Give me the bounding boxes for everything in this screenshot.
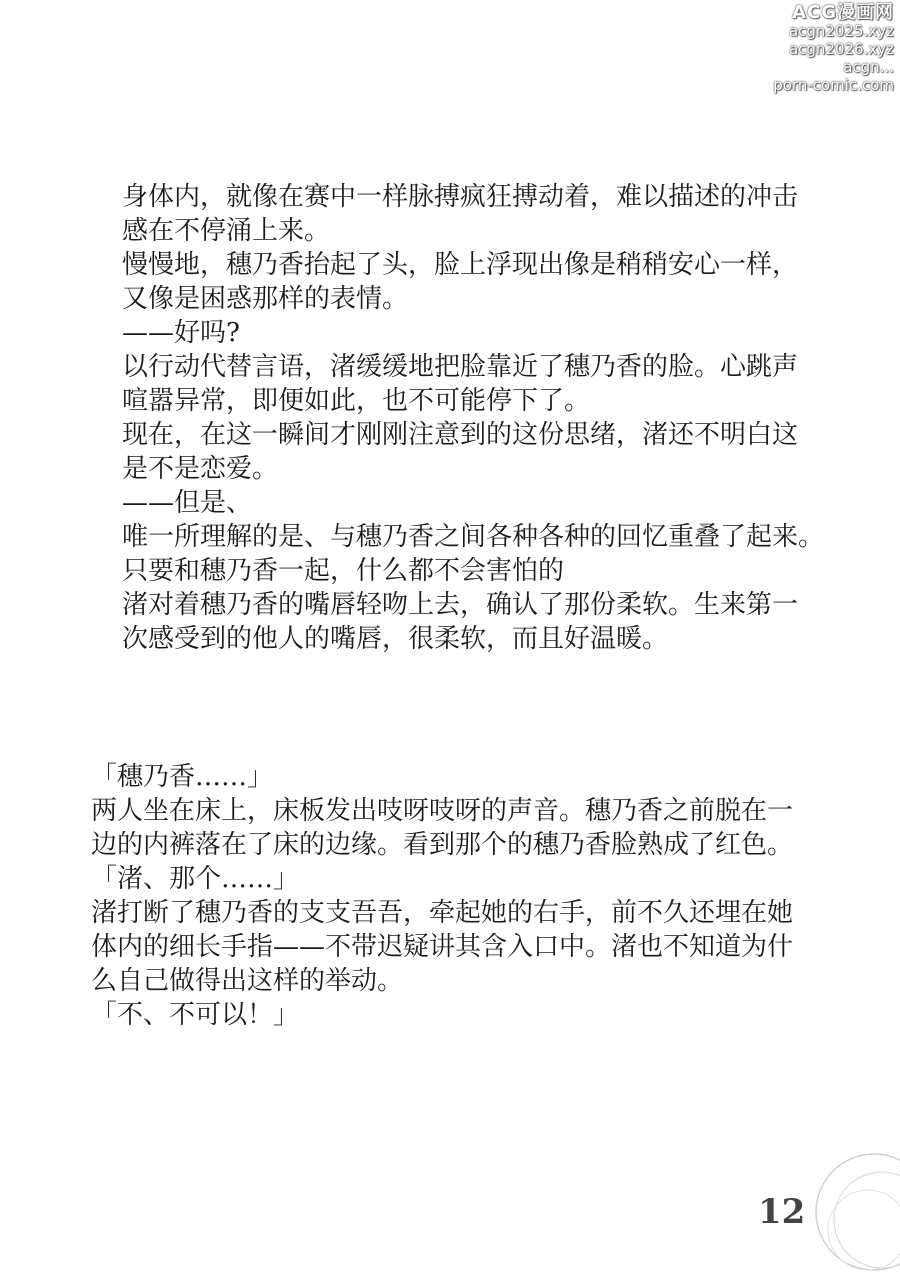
- watermark: [754, 4, 894, 94]
- paragraph: 慢慢地，穗乃香抬起了头，脸上浮现出像是稍稍安心一样， 又像是困惑那样的表情。: [122, 250, 799, 314]
- paragraph: 唯一所理解的是、与穗乃香之间各种各种的回忆重叠了起来。: [122, 522, 825, 552]
- dialogue-line: 「穗乃香……」: [91, 762, 274, 792]
- watermark-line: acgn2026.xyz: [788, 40, 894, 58]
- paragraph: ——但是、: [122, 488, 253, 518]
- page-corner-decoration: [812, 1150, 900, 1277]
- paragraph: 以行动代替言语，渚缓缓地把脸靠近了穗乃香的脸。心跳声 喧嚣异常，即便如此，也不可能停下了。: [122, 352, 799, 416]
- watermark-title: ACG漫画网: [792, 2, 894, 23]
- paragraph: 渚打断了穗乃香的支支吾吾，牵起她的右手，前不久还埋在她 体内的细长手指——不带迟疑讲其含入口中。渚也不知道为什 么自己做得出这样的举动。: [91, 898, 794, 996]
- paragraph: ——好吗?: [122, 318, 240, 348]
- text-section-2: [91, 760, 831, 1032]
- paragraph: 两人坐在床上，床板发出吱呀吱呀的声音。穗乃香之前脱在一 边的内裤落在了床的边缘。看到那个的穗乃香脸熟成了红色。: [91, 796, 794, 860]
- paragraph: 只要和穗乃香一起，什么都不会害怕的: [122, 556, 565, 586]
- watermark-line: acgn...: [843, 58, 894, 76]
- text-section-1: [91, 180, 831, 656]
- watermark-line: porn-comic.com: [773, 76, 894, 94]
- dialogue-line: 「渚、那个……」: [91, 864, 300, 894]
- page-number: 12: [758, 1192, 806, 1232]
- watermark-line: acgn2025.xyz: [788, 22, 894, 40]
- paragraph: 身体内，就像在赛中一样脉搏疯狂搏动着，难以描述的冲击 感在不停涌上来。: [122, 182, 799, 246]
- dialogue-line: 「不、不可以！」: [91, 1000, 300, 1030]
- paragraph: 渚对着穗乃香的嘴唇轻吻上去，确认了那份柔软。生来第一 次感受到的他人的嘴唇，很柔软，而且好温暖。: [122, 590, 799, 654]
- paragraph: 现在，在这一瞬间才刚刚注意到的这份思绪，渚还不明白这 是不是恋爱。: [122, 420, 799, 484]
